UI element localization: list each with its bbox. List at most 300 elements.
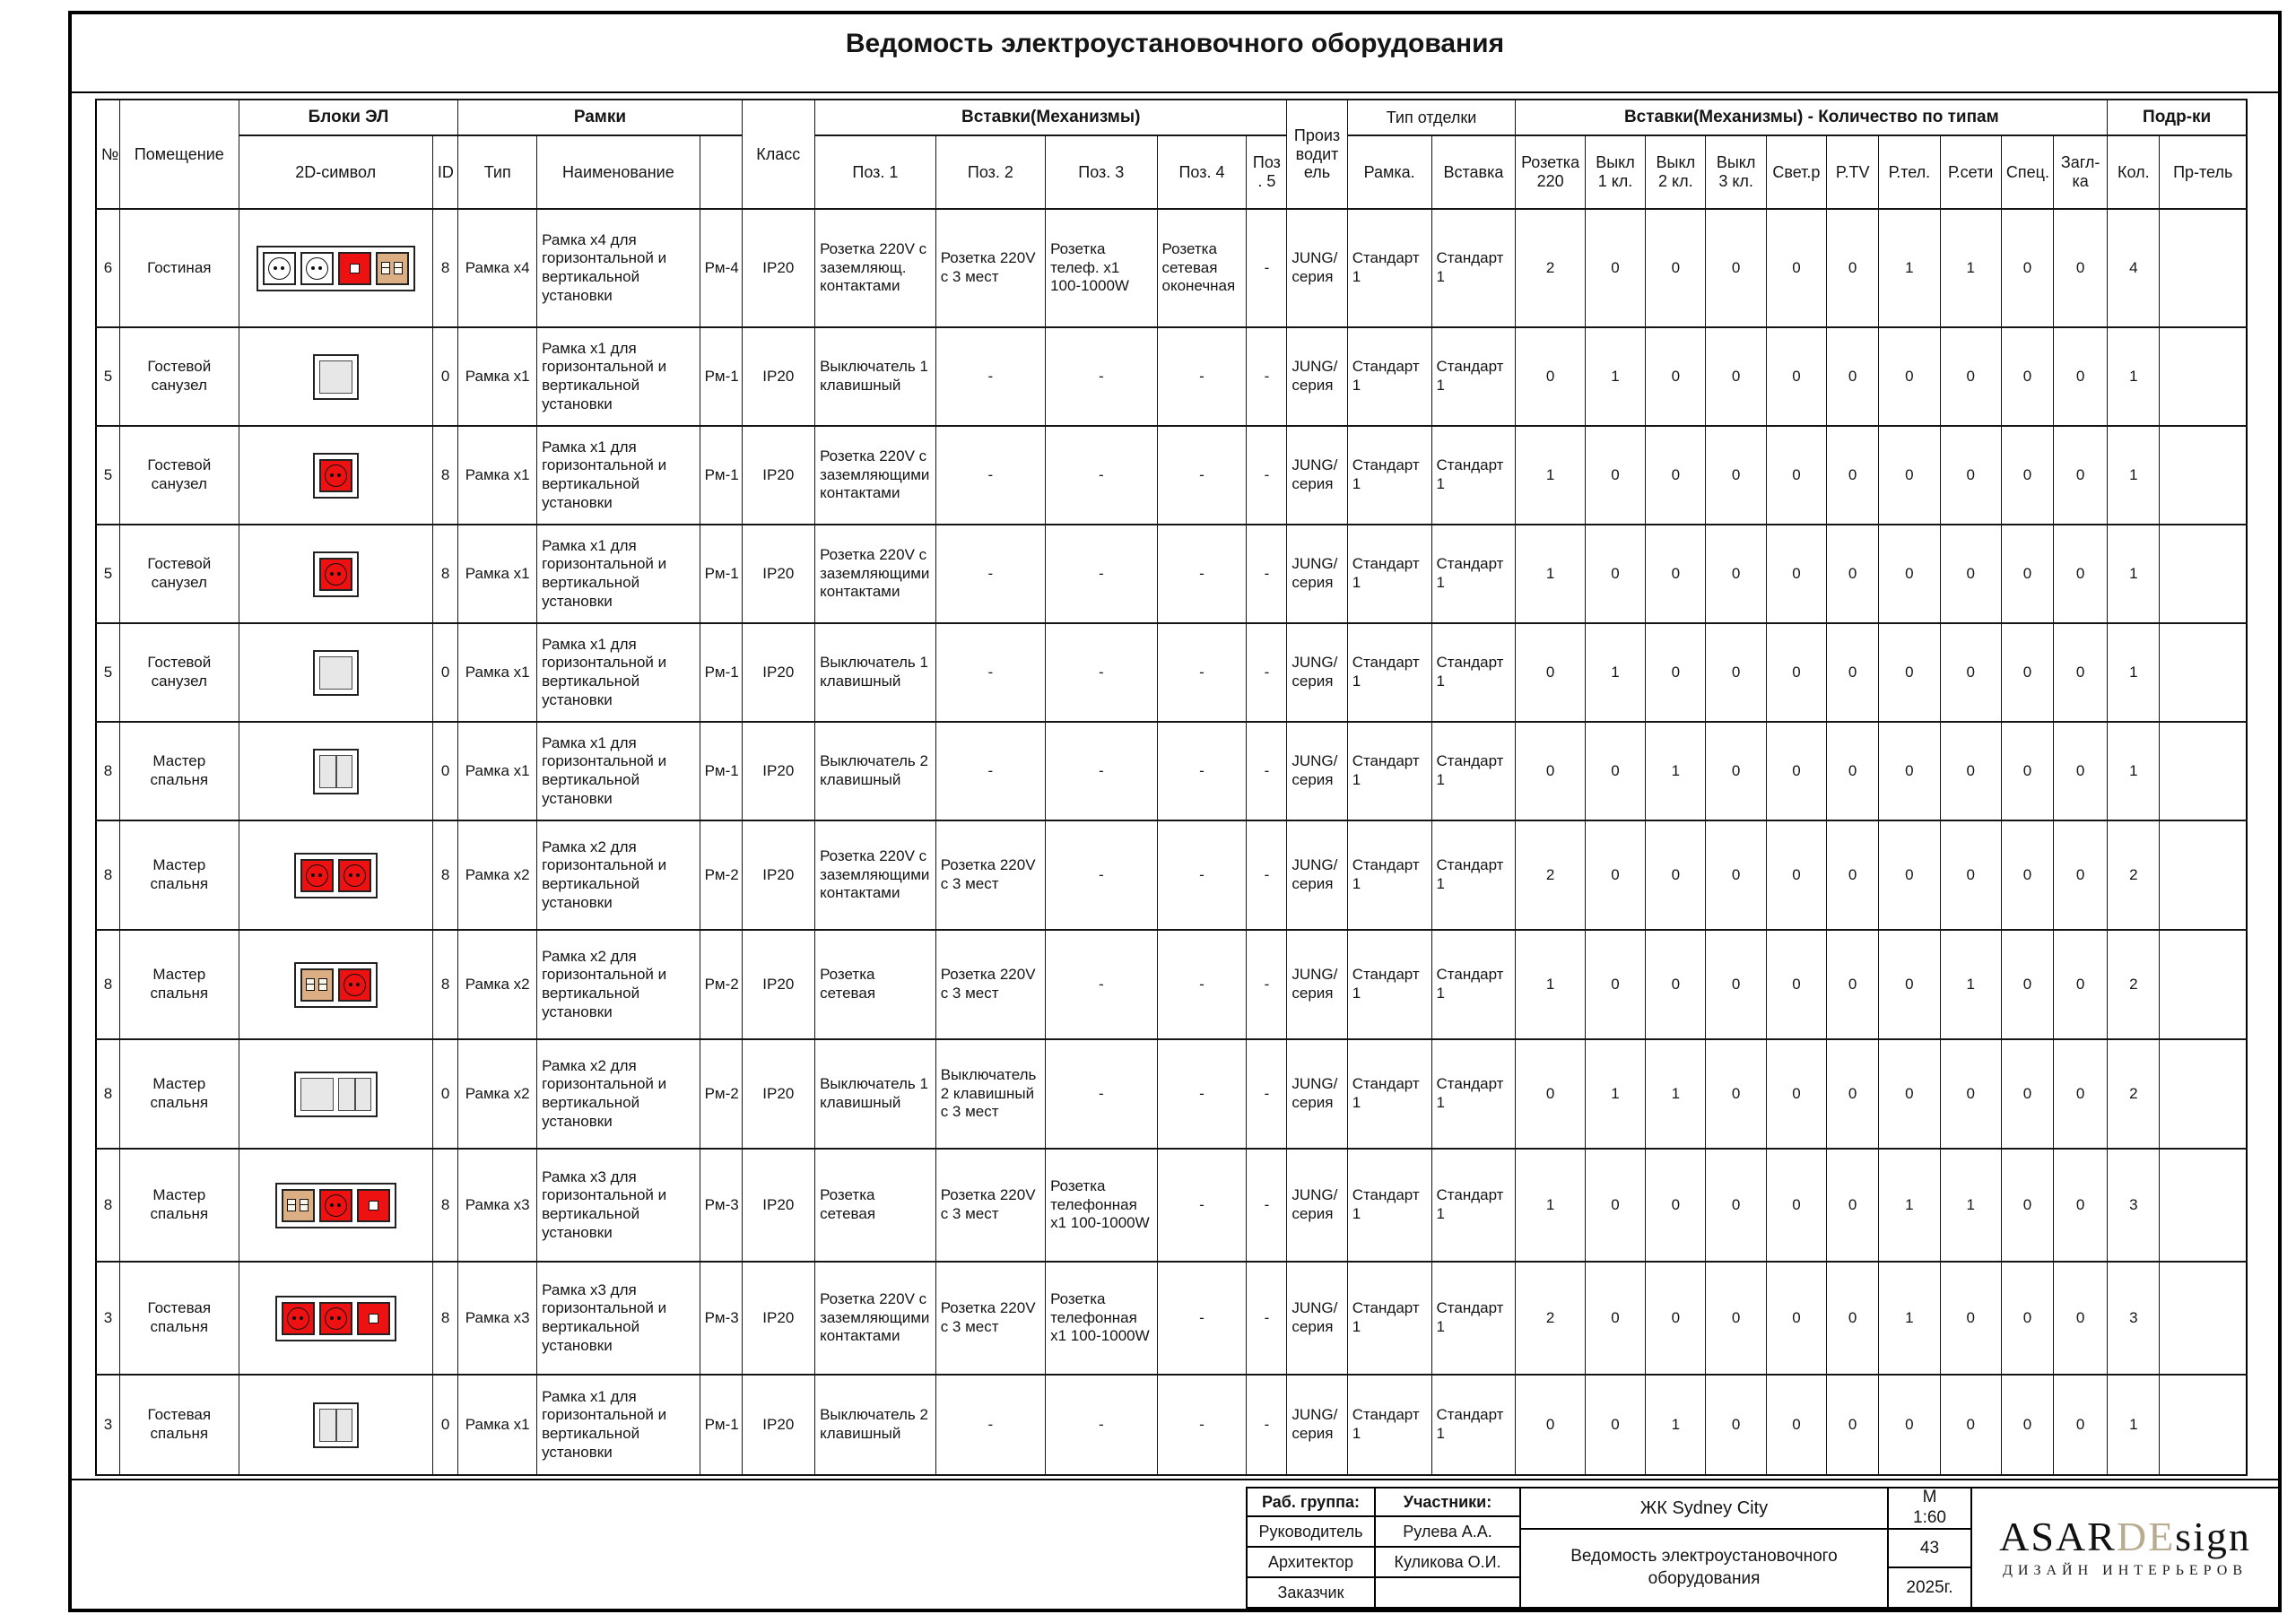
cell-finish-frame: Стандарт 1 <box>1347 525 1431 623</box>
cell-pos5: - <box>1247 1149 1287 1262</box>
cell-count-1: 0 <box>1516 327 1586 426</box>
cell-pos1: Розетка сетевая <box>815 930 936 1039</box>
cell-count-5: 0 <box>1766 930 1826 1039</box>
cell-finish-insert: Стандарт 1 <box>1431 1262 1516 1375</box>
cell-finish-frame: Стандарт 1 <box>1347 1375 1431 1475</box>
col-header-switch1: Выкл 1 кл. <box>1585 135 1645 209</box>
cell-qty: 1 <box>2108 722 2160 820</box>
role-architect: Архитектор <box>1248 1548 1376 1578</box>
table-row <box>96 623 2247 722</box>
col-header-class: Класс <box>742 100 815 209</box>
cell-pos3: - <box>1046 1375 1157 1475</box>
cell-count-9: 0 <box>2001 1375 2053 1475</box>
cell-pos1: Выключатель 2 клавишный <box>815 722 936 820</box>
cell-class: IP20 <box>742 525 815 623</box>
cell-count-10: 0 <box>2054 426 2108 525</box>
cell-finish-insert: Стандарт 1 <box>1431 623 1516 722</box>
cell-count-6: 0 <box>1827 1039 1879 1149</box>
cell-pos2: - <box>935 525 1045 623</box>
cell-type: Рамка х2 <box>458 930 537 1039</box>
table-row <box>96 209 2247 327</box>
cell-count-4: 0 <box>1706 623 1766 722</box>
cell-count-6: 0 <box>1827 1262 1879 1375</box>
cell-count-10: 0 <box>2054 1262 2108 1375</box>
cell-frame-code: Рм-1 <box>700 722 742 820</box>
cell-finish-frame: Стандарт 1 <box>1347 209 1431 327</box>
cell-pos1: Розетка 220V с заземляющими контактами <box>815 1262 936 1375</box>
cell-finish-frame: Стандарт 1 <box>1347 820 1431 930</box>
cell-count-10: 0 <box>2054 209 2108 327</box>
scale-cell <box>1889 1488 1972 1530</box>
cell-supplier <box>2160 1149 2247 1262</box>
cell-name: Рамка х3 для горизонтальной и вертикальной установки <box>537 1149 700 1262</box>
cell-count-5: 0 <box>1766 820 1826 930</box>
col-header-id: ID <box>432 135 458 209</box>
title-block-labels <box>1248 1488 1376 1609</box>
cell-count-3: 0 <box>1646 426 1706 525</box>
col-header-pos3: Поз. 3 <box>1046 135 1157 209</box>
table-row <box>96 525 2247 623</box>
cell-count-9: 0 <box>2001 623 2053 722</box>
cell-supplier <box>2160 426 2247 525</box>
cell-finish-insert: Стандарт 1 <box>1431 426 1516 525</box>
cell-symbol <box>239 930 432 1039</box>
cell-pos4: - <box>1157 1375 1247 1475</box>
role-client: Заказчик <box>1248 1578 1376 1609</box>
cell-class: IP20 <box>742 209 815 327</box>
group-header-finish: Тип отделки <box>1347 100 1516 135</box>
cell-manufacturer: JUNG/серия <box>1287 426 1347 525</box>
cell-count-10: 0 <box>2054 820 2108 930</box>
cell-pos3: Розетка телефонная х1 100-1000W <box>1046 1149 1157 1262</box>
cell-num: 5 <box>96 623 120 722</box>
cell-pos5: - <box>1247 525 1287 623</box>
2d-symbol <box>313 1402 359 1448</box>
cell-pos5: - <box>1247 1375 1287 1475</box>
table-row <box>96 1262 2247 1375</box>
cell-count-9: 0 <box>2001 1262 2053 1375</box>
logo-wordmark: ASARDEsign <box>1999 1514 2251 1559</box>
cell-count-9: 0 <box>2001 525 2053 623</box>
cell-count-4: 0 <box>1706 1039 1766 1149</box>
cell-supplier <box>2160 209 2247 327</box>
2d-symbol <box>275 1183 396 1228</box>
tv-socket-module-icon <box>357 1302 390 1335</box>
cell-manufacturer: JUNG/серия <box>1287 327 1347 426</box>
cell-pos3: - <box>1046 525 1157 623</box>
cell-num: 6 <box>96 209 120 327</box>
cell-count-5: 0 <box>1766 722 1826 820</box>
cell-pos4: - <box>1157 820 1247 930</box>
cell-count-4: 0 <box>1706 1262 1766 1375</box>
cell-pos4: - <box>1157 1039 1247 1149</box>
cell-pos5: - <box>1247 623 1287 722</box>
cell-count-2: 0 <box>1585 209 1645 327</box>
cell-symbol <box>239 1375 432 1475</box>
2d-symbol <box>313 354 359 400</box>
cell-type: Рамка х3 <box>458 1262 537 1375</box>
cell-count-3: 0 <box>1646 1262 1706 1375</box>
cell-num: 8 <box>96 820 120 930</box>
col-header-name: Наименование <box>537 135 700 209</box>
col-header-pos2: Поз. 2 <box>935 135 1045 209</box>
cell-count-5: 0 <box>1766 623 1826 722</box>
cell-name: Рамка х1 для горизонтальной и вертикальной установки <box>537 722 700 820</box>
cell-count-2: 0 <box>1585 426 1645 525</box>
cell-qty: 1 <box>2108 623 2160 722</box>
2d-symbol <box>257 246 415 291</box>
cell-manufacturer: JUNG/серия <box>1287 1262 1347 1375</box>
cell-pos5: - <box>1247 1262 1287 1375</box>
cell-manufacturer: JUNG/серия <box>1287 1375 1347 1475</box>
cell-type: Рамка х1 <box>458 722 537 820</box>
cell-pos1: Выключатель 2 клавишный <box>815 1375 936 1475</box>
cell-count-4: 0 <box>1706 820 1766 930</box>
cell-symbol <box>239 209 432 327</box>
col-header-manufacturer: Производитель <box>1287 100 1347 209</box>
cell-pos1: Выключатель 1 клавишный <box>815 327 936 426</box>
cell-pos4: - <box>1157 525 1247 623</box>
table-bottom-line <box>72 1479 2278 1480</box>
cell-count-6: 0 <box>1827 1375 1879 1475</box>
cell-name: Рамка х2 для горизонтальной и вертикальной установки <box>537 930 700 1039</box>
cell-class: IP20 <box>742 1149 815 1262</box>
table-row <box>96 820 2247 930</box>
cell-pos1: Выключатель 1 клавишный <box>815 1039 936 1149</box>
cell-frame-code: Рм-2 <box>700 930 742 1039</box>
cell-symbol <box>239 820 432 930</box>
col-header-switch3: Выкл 3 кл. <box>1706 135 1766 209</box>
cell-symbol <box>239 623 432 722</box>
cell-pos4: - <box>1157 722 1247 820</box>
cell-count-7: 0 <box>1879 722 1940 820</box>
cell-symbol <box>239 426 432 525</box>
cell-class: IP20 <box>742 623 815 722</box>
cell-count-9: 0 <box>2001 1149 2053 1262</box>
cell-frame-code: Рм-1 <box>700 426 742 525</box>
cell-type: Рамка х1 <box>458 327 537 426</box>
cell-count-7: 0 <box>1879 623 1940 722</box>
cell-count-9: 0 <box>2001 426 2053 525</box>
cell-pos1: Розетка сетевая <box>815 1149 936 1262</box>
cell-count-9: 0 <box>2001 820 2053 930</box>
cell-pos3: - <box>1046 930 1157 1039</box>
cell-count-5: 0 <box>1766 426 1826 525</box>
col-header-type: Тип <box>458 135 537 209</box>
cell-count-10: 0 <box>2054 327 2108 426</box>
cell-type: Рамка х1 <box>458 623 537 722</box>
cell-count-6: 0 <box>1827 1149 1879 1262</box>
cell-pos3: Розетка телефонная х1 100-1000W <box>1046 1262 1157 1375</box>
title-block-project <box>1521 1488 1889 1609</box>
cell-count-2: 1 <box>1585 1039 1645 1149</box>
cell-count-6: 0 <box>1827 426 1879 525</box>
cell-id: 0 <box>432 1375 458 1475</box>
cell-supplier <box>2160 327 2247 426</box>
cell-qty: 1 <box>2108 327 2160 426</box>
cell-type: Рамка х3 <box>458 1149 537 1262</box>
cell-count-4: 0 <box>1706 722 1766 820</box>
cell-count-3: 0 <box>1646 930 1706 1039</box>
cell-num: 5 <box>96 525 120 623</box>
cell-pos4: - <box>1157 930 1247 1039</box>
cell-name: Рамка х1 для горизонтальной и вертикальной установки <box>537 623 700 722</box>
cell-pos5: - <box>1247 820 1287 930</box>
cell-pos3: - <box>1046 820 1157 930</box>
cell-room: Мастер спальня <box>120 1149 239 1262</box>
2d-symbol <box>275 1296 396 1341</box>
cell-count-10: 0 <box>2054 930 2108 1039</box>
cell-pos2: Розетка 220V с 3 мест <box>935 1149 1045 1262</box>
cell-id: 0 <box>432 1039 458 1149</box>
cell-finish-frame: Стандарт 1 <box>1347 426 1431 525</box>
cell-count-1: 2 <box>1516 1262 1586 1375</box>
cell-name: Рамка х2 для горизонтальной и вертикальной установки <box>537 820 700 930</box>
cell-symbol <box>239 722 432 820</box>
col-header-spec: Спец. <box>2001 135 2053 209</box>
cell-class: IP20 <box>742 1039 815 1149</box>
title-block-values <box>1376 1488 1521 1609</box>
cell-name: Рамка х1 для горизонтальной и вертикальной установки <box>537 1375 700 1475</box>
cell-count-4: 0 <box>1706 1375 1766 1475</box>
col-header-ptv: P.TV <box>1827 135 1879 209</box>
cell-count-3: 0 <box>1646 209 1706 327</box>
switch-2key-module-icon <box>319 1409 352 1442</box>
col-header-room: Помещение <box>120 100 239 209</box>
cell-count-3: 1 <box>1646 722 1706 820</box>
cell-pos5: - <box>1247 930 1287 1039</box>
cell-manufacturer: JUNG/серия <box>1287 820 1347 930</box>
cell-finish-frame: Стандарт 1 <box>1347 623 1431 722</box>
cell-finish-frame: Стандарт 1 <box>1347 1262 1431 1375</box>
socket-module-icon <box>319 558 352 591</box>
cell-count-7: 0 <box>1879 327 1940 426</box>
table-header <box>96 100 2247 209</box>
cell-count-1: 1 <box>1516 525 1586 623</box>
cell-supplier <box>2160 1039 2247 1149</box>
cell-num: 5 <box>96 426 120 525</box>
cell-num: 5 <box>96 327 120 426</box>
cell-name: Рамка х4 для горизонтальной и вертикальной установки <box>537 209 700 327</box>
cell-name: Рамка х1 для горизонтальной и вертикальной установки <box>537 426 700 525</box>
cell-pos2: - <box>935 722 1045 820</box>
cell-finish-insert: Стандарт 1 <box>1431 1149 1516 1262</box>
cell-room: Гостевой санузел <box>120 426 239 525</box>
cell-count-1: 0 <box>1516 623 1586 722</box>
col-header-rtel: Р.тел. <box>1879 135 1940 209</box>
2d-symbol <box>313 453 359 499</box>
scale-value: 1:60 <box>1913 1508 1946 1527</box>
cell-count-8: 0 <box>1940 1375 2001 1475</box>
cell-count-7: 1 <box>1879 1262 1940 1375</box>
cell-name: Рамка х1 для горизонтальной и вертикальной установки <box>537 525 700 623</box>
network-socket-module-icon <box>282 1189 315 1222</box>
cell-pos2: - <box>935 327 1045 426</box>
table-row <box>96 930 2247 1039</box>
cell-count-8: 0 <box>1940 820 2001 930</box>
cell-count-3: 0 <box>1646 623 1706 722</box>
cell-pos4: - <box>1157 623 1247 722</box>
cell-pos3: - <box>1046 623 1157 722</box>
leader-name: Рулева А.А. <box>1376 1517 1521 1548</box>
cell-count-7: 0 <box>1879 426 1940 525</box>
cell-pos5: - <box>1247 426 1287 525</box>
cell-room: Мастер спальня <box>120 930 239 1039</box>
cell-id: 8 <box>432 525 458 623</box>
cell-qty: 1 <box>2108 525 2160 623</box>
cell-type: Рамка х1 <box>458 426 537 525</box>
cell-name: Рамка х3 для горизонтальной и вертикальной установки <box>537 1262 700 1375</box>
cell-room: Гостевой санузел <box>120 525 239 623</box>
socket-module-icon <box>319 1189 352 1222</box>
col-header-zaglka: Загл-ка <box>2054 135 2108 209</box>
cell-count-4: 0 <box>1706 930 1766 1039</box>
network-socket-module-icon <box>300 968 334 1002</box>
cell-qty: 3 <box>2108 1262 2160 1375</box>
cell-count-1: 1 <box>1516 1149 1586 1262</box>
cell-frame-code: Рм-1 <box>700 623 742 722</box>
cell-count-9: 0 <box>2001 209 2053 327</box>
socket-module-icon <box>263 252 296 285</box>
cell-class: IP20 <box>742 1375 815 1475</box>
cell-count-3: 1 <box>1646 1375 1706 1475</box>
cell-type: Рамка х1 <box>458 525 537 623</box>
cell-qty: 2 <box>2108 930 2160 1039</box>
cell-room: Гостевой санузел <box>120 623 239 722</box>
cell-pos1: Розетка 220V с заземляющими контактами <box>815 525 936 623</box>
equipment-table <box>95 99 2248 1476</box>
cell-qty: 1 <box>2108 1375 2160 1475</box>
cell-count-7: 0 <box>1879 1375 1940 1475</box>
cell-class: IP20 <box>742 327 815 426</box>
cell-supplier <box>2160 1262 2247 1375</box>
cell-supplier <box>2160 525 2247 623</box>
cell-count-5: 0 <box>1766 525 1826 623</box>
2d-symbol <box>294 1072 378 1117</box>
table-row <box>96 1039 2247 1149</box>
switch-1key-module-icon <box>319 360 352 394</box>
cell-count-2: 0 <box>1585 525 1645 623</box>
cell-finish-insert: Стандарт 1 <box>1431 1375 1516 1475</box>
cell-symbol <box>239 1149 432 1262</box>
cell-pos3: - <box>1046 426 1157 525</box>
tv-socket-module-icon <box>338 252 371 285</box>
network-socket-module-icon <box>376 252 409 285</box>
col-header-svetr: Свет.р <box>1766 135 1826 209</box>
table-row <box>96 1149 2247 1262</box>
col-header-frame-code <box>700 135 742 209</box>
cell-id: 8 <box>432 209 458 327</box>
cell-count-8: 0 <box>1940 426 2001 525</box>
switch-2key-module-icon <box>319 755 352 788</box>
cell-count-6: 0 <box>1827 722 1879 820</box>
cell-count-8: 0 <box>1940 525 2001 623</box>
cell-room: Гостевой санузел <box>120 327 239 426</box>
cell-frame-code: Рм-4 <box>700 209 742 327</box>
cell-num: 3 <box>96 1262 120 1375</box>
cell-pos3: Розетка телеф. х1 100-1000W <box>1046 209 1157 327</box>
cell-num: 8 <box>96 1039 120 1149</box>
switch-2key-module-icon <box>338 1078 371 1111</box>
cell-count-8: 0 <box>1940 722 2001 820</box>
cell-count-1: 2 <box>1516 209 1586 327</box>
cell-symbol <box>239 1262 432 1375</box>
role-leader: Руководитель <box>1248 1517 1376 1548</box>
col-header-symbol: 2D-символ <box>239 135 432 209</box>
scale-label: М <box>1922 1488 1937 1507</box>
cell-pos5: - <box>1247 209 1287 327</box>
group-header-podr: Подр-ки <box>2108 100 2247 135</box>
cell-id: 0 <box>432 327 458 426</box>
cell-qty: 1 <box>2108 426 2160 525</box>
cell-count-8: 0 <box>1940 623 2001 722</box>
cell-count-1: 2 <box>1516 820 1586 930</box>
cell-count-6: 0 <box>1827 820 1879 930</box>
cell-id: 8 <box>432 1262 458 1375</box>
cell-manufacturer: JUNG/серия <box>1287 1039 1347 1149</box>
cell-count-8: 0 <box>1940 1262 2001 1375</box>
cell-supplier <box>2160 820 2247 930</box>
cell-frame-code: Рм-2 <box>700 820 742 930</box>
cell-count-5: 0 <box>1766 327 1826 426</box>
cell-count-5: 0 <box>1766 1149 1826 1262</box>
cell-pos3: - <box>1046 722 1157 820</box>
cell-count-3: 0 <box>1646 1149 1706 1262</box>
cell-qty: 2 <box>2108 820 2160 930</box>
cell-count-2: 0 <box>1585 1262 1645 1375</box>
cell-finish-insert: Стандарт 1 <box>1431 525 1516 623</box>
cell-pos1: Розетка 220V с заземляющ. контактами <box>815 209 936 327</box>
cell-count-10: 0 <box>2054 1149 2108 1262</box>
cell-frame-code: Рм-3 <box>700 1262 742 1375</box>
cell-count-1: 1 <box>1516 930 1586 1039</box>
tv-socket-module-icon <box>357 1189 390 1222</box>
cell-pos2: Розетка 220V с 3 мест <box>935 820 1045 930</box>
sheet-number: 43 <box>1889 1530 1972 1568</box>
group-header-frames: Рамки <box>458 100 742 135</box>
cell-count-10: 0 <box>2054 623 2108 722</box>
cell-count-7: 0 <box>1879 930 1940 1039</box>
socket-module-icon <box>338 968 371 1002</box>
2d-symbol <box>313 749 359 794</box>
cell-num: 8 <box>96 1149 120 1262</box>
cell-count-8: 1 <box>1940 209 2001 327</box>
cell-pos2: Выключатель 2 клавишный с 3 мест <box>935 1039 1045 1149</box>
socket-module-icon <box>282 1302 315 1335</box>
switch-1key-module-icon <box>319 656 352 690</box>
client-name <box>1376 1578 1521 1609</box>
col-header-finish-insert: Вставка <box>1431 135 1516 209</box>
cell-pos5: - <box>1247 722 1287 820</box>
cell-count-8: 0 <box>1940 327 2001 426</box>
cell-num: 8 <box>96 722 120 820</box>
cell-count-8: 0 <box>1940 1039 2001 1149</box>
cell-symbol <box>239 327 432 426</box>
cell-count-4: 0 <box>1706 1149 1766 1262</box>
logo-subtitle: ДИЗАЙН ИНТЕРЬЕРОВ <box>2003 1563 2248 1578</box>
cell-pos4: Розетка сетевая оконечная <box>1157 209 1247 327</box>
title-block <box>1246 1487 2278 1609</box>
cell-pos2: Розетка 220V с 3 мест <box>935 1262 1045 1375</box>
cell-finish-insert: Стандарт 1 <box>1431 1039 1516 1149</box>
cell-count-5: 0 <box>1766 1039 1826 1149</box>
cell-name: Рамка х1 для горизонтальной и вертикальной установки <box>537 327 700 426</box>
group-header-counts: Вставки(Механизмы) - Количество по типам <box>1516 100 2108 135</box>
col-header-supplier: Пр-тель <box>2160 135 2247 209</box>
participants-label: Участники: <box>1376 1488 1521 1517</box>
cell-pos2: - <box>935 426 1045 525</box>
cell-count-2: 1 <box>1585 327 1645 426</box>
